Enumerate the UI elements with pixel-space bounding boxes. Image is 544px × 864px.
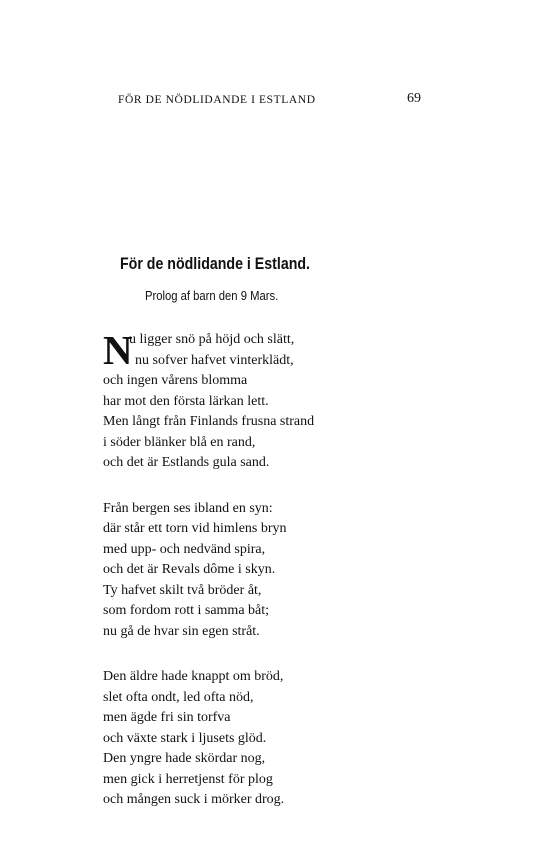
poem-line: som fordom rott i samma båt; (103, 603, 270, 618)
poem-line: och mången suck i mörker drog. (103, 792, 285, 807)
poem-line: slet ofta ondt, led ofta nöd, (103, 689, 254, 705)
poem-line: Den äldre hade knappt om bröd, (103, 669, 284, 684)
poem-line: med upp- och nedvänd spira, (103, 541, 266, 557)
stanza-3 (103, 667, 403, 811)
poem-line: men ägde fri sin torfva (103, 710, 231, 725)
poem-line: och det är Estlands gula sand. (103, 455, 270, 470)
page-number: 69 (407, 91, 421, 106)
poem-line: men gick i herretjenst för plog (103, 771, 273, 787)
poem-line: har mot den första lärkan lett. (103, 393, 269, 409)
stanza-2 (103, 499, 403, 643)
poem-line: Men långt från Finlands frusna strand (103, 414, 315, 429)
poem-line: och växte stark i ljusets glöd. (103, 730, 267, 746)
poem-title: För de nödlidande i Estland. (120, 255, 311, 273)
drop-cap: N (103, 327, 133, 373)
poem-line: Från bergen ses ibland en syn: (103, 500, 273, 516)
running-head: FÖR DE NÖDLIDANDE I ESTLAND (118, 94, 316, 106)
poem-line: och ingen vårens blomma (103, 373, 248, 388)
poem-line: nu gå de hvar sin egen stråt. (103, 623, 260, 639)
poem-subtitle: Prolog af barn den 9 Mars. (145, 289, 279, 303)
poem-line: i söder blänker blå en rand, (103, 434, 256, 450)
poem-line: och det är Revals dôme i skyn. (103, 562, 276, 577)
poem-line: Ty hafvet skilt två bröder åt, (103, 582, 262, 598)
stanza-1 (103, 327, 403, 474)
poem-line: Den yngre hade skördar nog, (103, 751, 266, 766)
poem-line: där står ett torn vid himlens bryn (103, 521, 287, 536)
poem-line: nu sofver hafvet vinterklädt, (135, 352, 294, 368)
poem-line: u ligger snö på höjd och slätt, (129, 332, 295, 347)
poem-body (103, 327, 403, 836)
